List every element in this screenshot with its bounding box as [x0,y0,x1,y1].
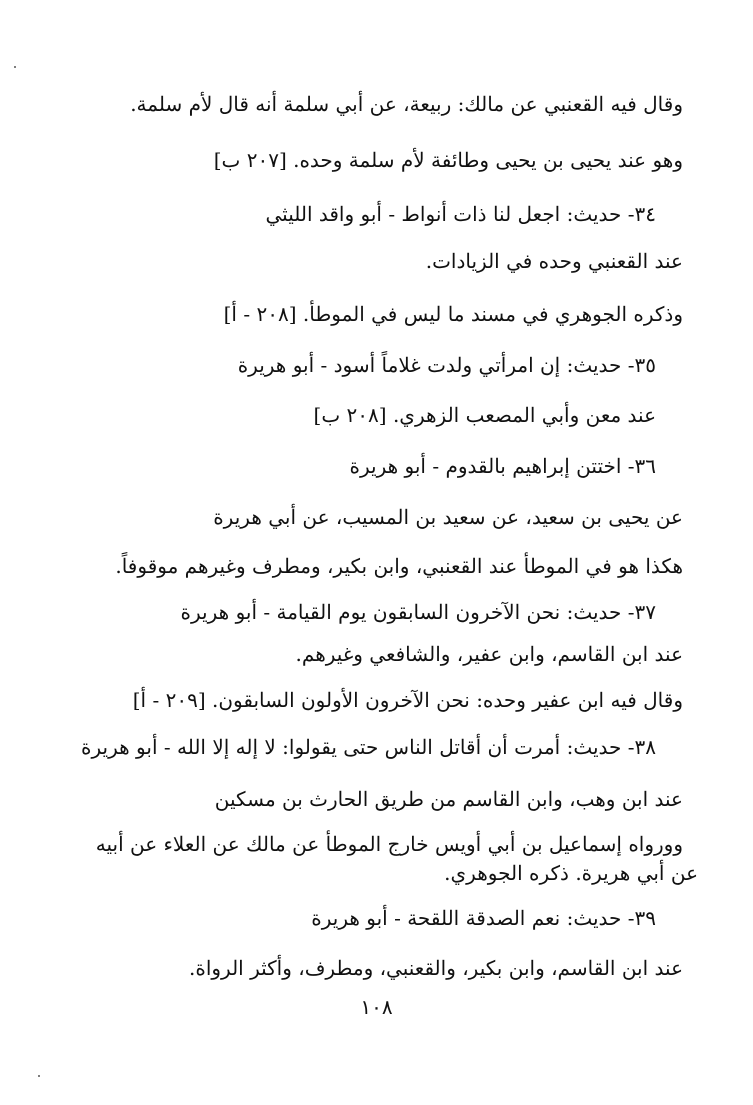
hadith-36-heading: ٣٦- اختتن إبراهيم بالقدوم - أبو هريرة [349,454,656,478]
text-line-2: وهو عند يحيى بن يحيى وطائفة لأم سلمة وحده. [٢٠٧ ب] [213,148,683,172]
hadith-39-heading: ٣٩- حديث: نعم الصدقة اللقحة - أبو هريرة [311,906,656,930]
scan-speck [14,66,16,68]
text-line-9: عن يحيى بن سعيد، عن سعيد بن المسيب، عن أبي هريرة [213,505,683,529]
text-line-15: عند ابن وهب، وابن القاسم من طريق الحارث بن مسكين [214,787,683,811]
text-line-19: عند ابن القاسم، وابن بكير، والقعنبي، ومطرف، وأكثر الرواة. [188,956,683,980]
text-line-17: عن أبي هريرة. ذكره الجوهري. [444,861,698,885]
scan-speck [38,1075,40,1077]
hadith-37-heading: ٣٧- حديث: نحن الآخرون السابقون يوم القيامة - أبو هريرة [180,600,656,624]
hadith-38-heading: ٣٨- حديث: أمرت أن أقاتل الناس حتى يقولوا: لا إله إلا الله - أبو هريرة [81,735,656,759]
text-line-5: وذكره الجوهري في مسند ما ليس في الموطأ. [٢٠٨ - أ] [223,302,683,326]
text-line-10: هكذا هو في الموطأ عند القعنبي، وابن بكير، ومطرف وغيرهم موقوفاً. [115,554,683,578]
text-line-13: وقال فيه ابن عفير وحده: نحن الآخرون الأولون السابقون. [٢٠٩ - أ] [132,688,683,712]
page-number: ١٠٨ [360,995,393,1019]
text-line-16: وورواه إسماعيل بن أبي أويس خارج الموطأ عن مالك عن العلاء عن أبيه [95,832,683,856]
hadith-35-heading: ٣٥- حديث: إن امرأتي ولدت غلاماً أسود - أبو هريرة [237,353,656,377]
text-line-12: عند ابن القاسم، وابن عفير، والشافعي وغيرهم. [295,642,683,666]
text-line-1: وقال فيه القعنبي عن مالك: ربيعة، عن أبي سلمة أنه قال لأم سلمة. [130,92,683,116]
hadith-34-heading: ٣٤- حديث: اجعل لنا ذات أنواط - أبو واقد الليثي [265,202,656,226]
text-line-7: عند معن وأبي المصعب الزهري. [٢٠٨ ب] [313,403,656,427]
text-line-4: عند القعنبي وحده في الزيادات. [425,249,683,273]
